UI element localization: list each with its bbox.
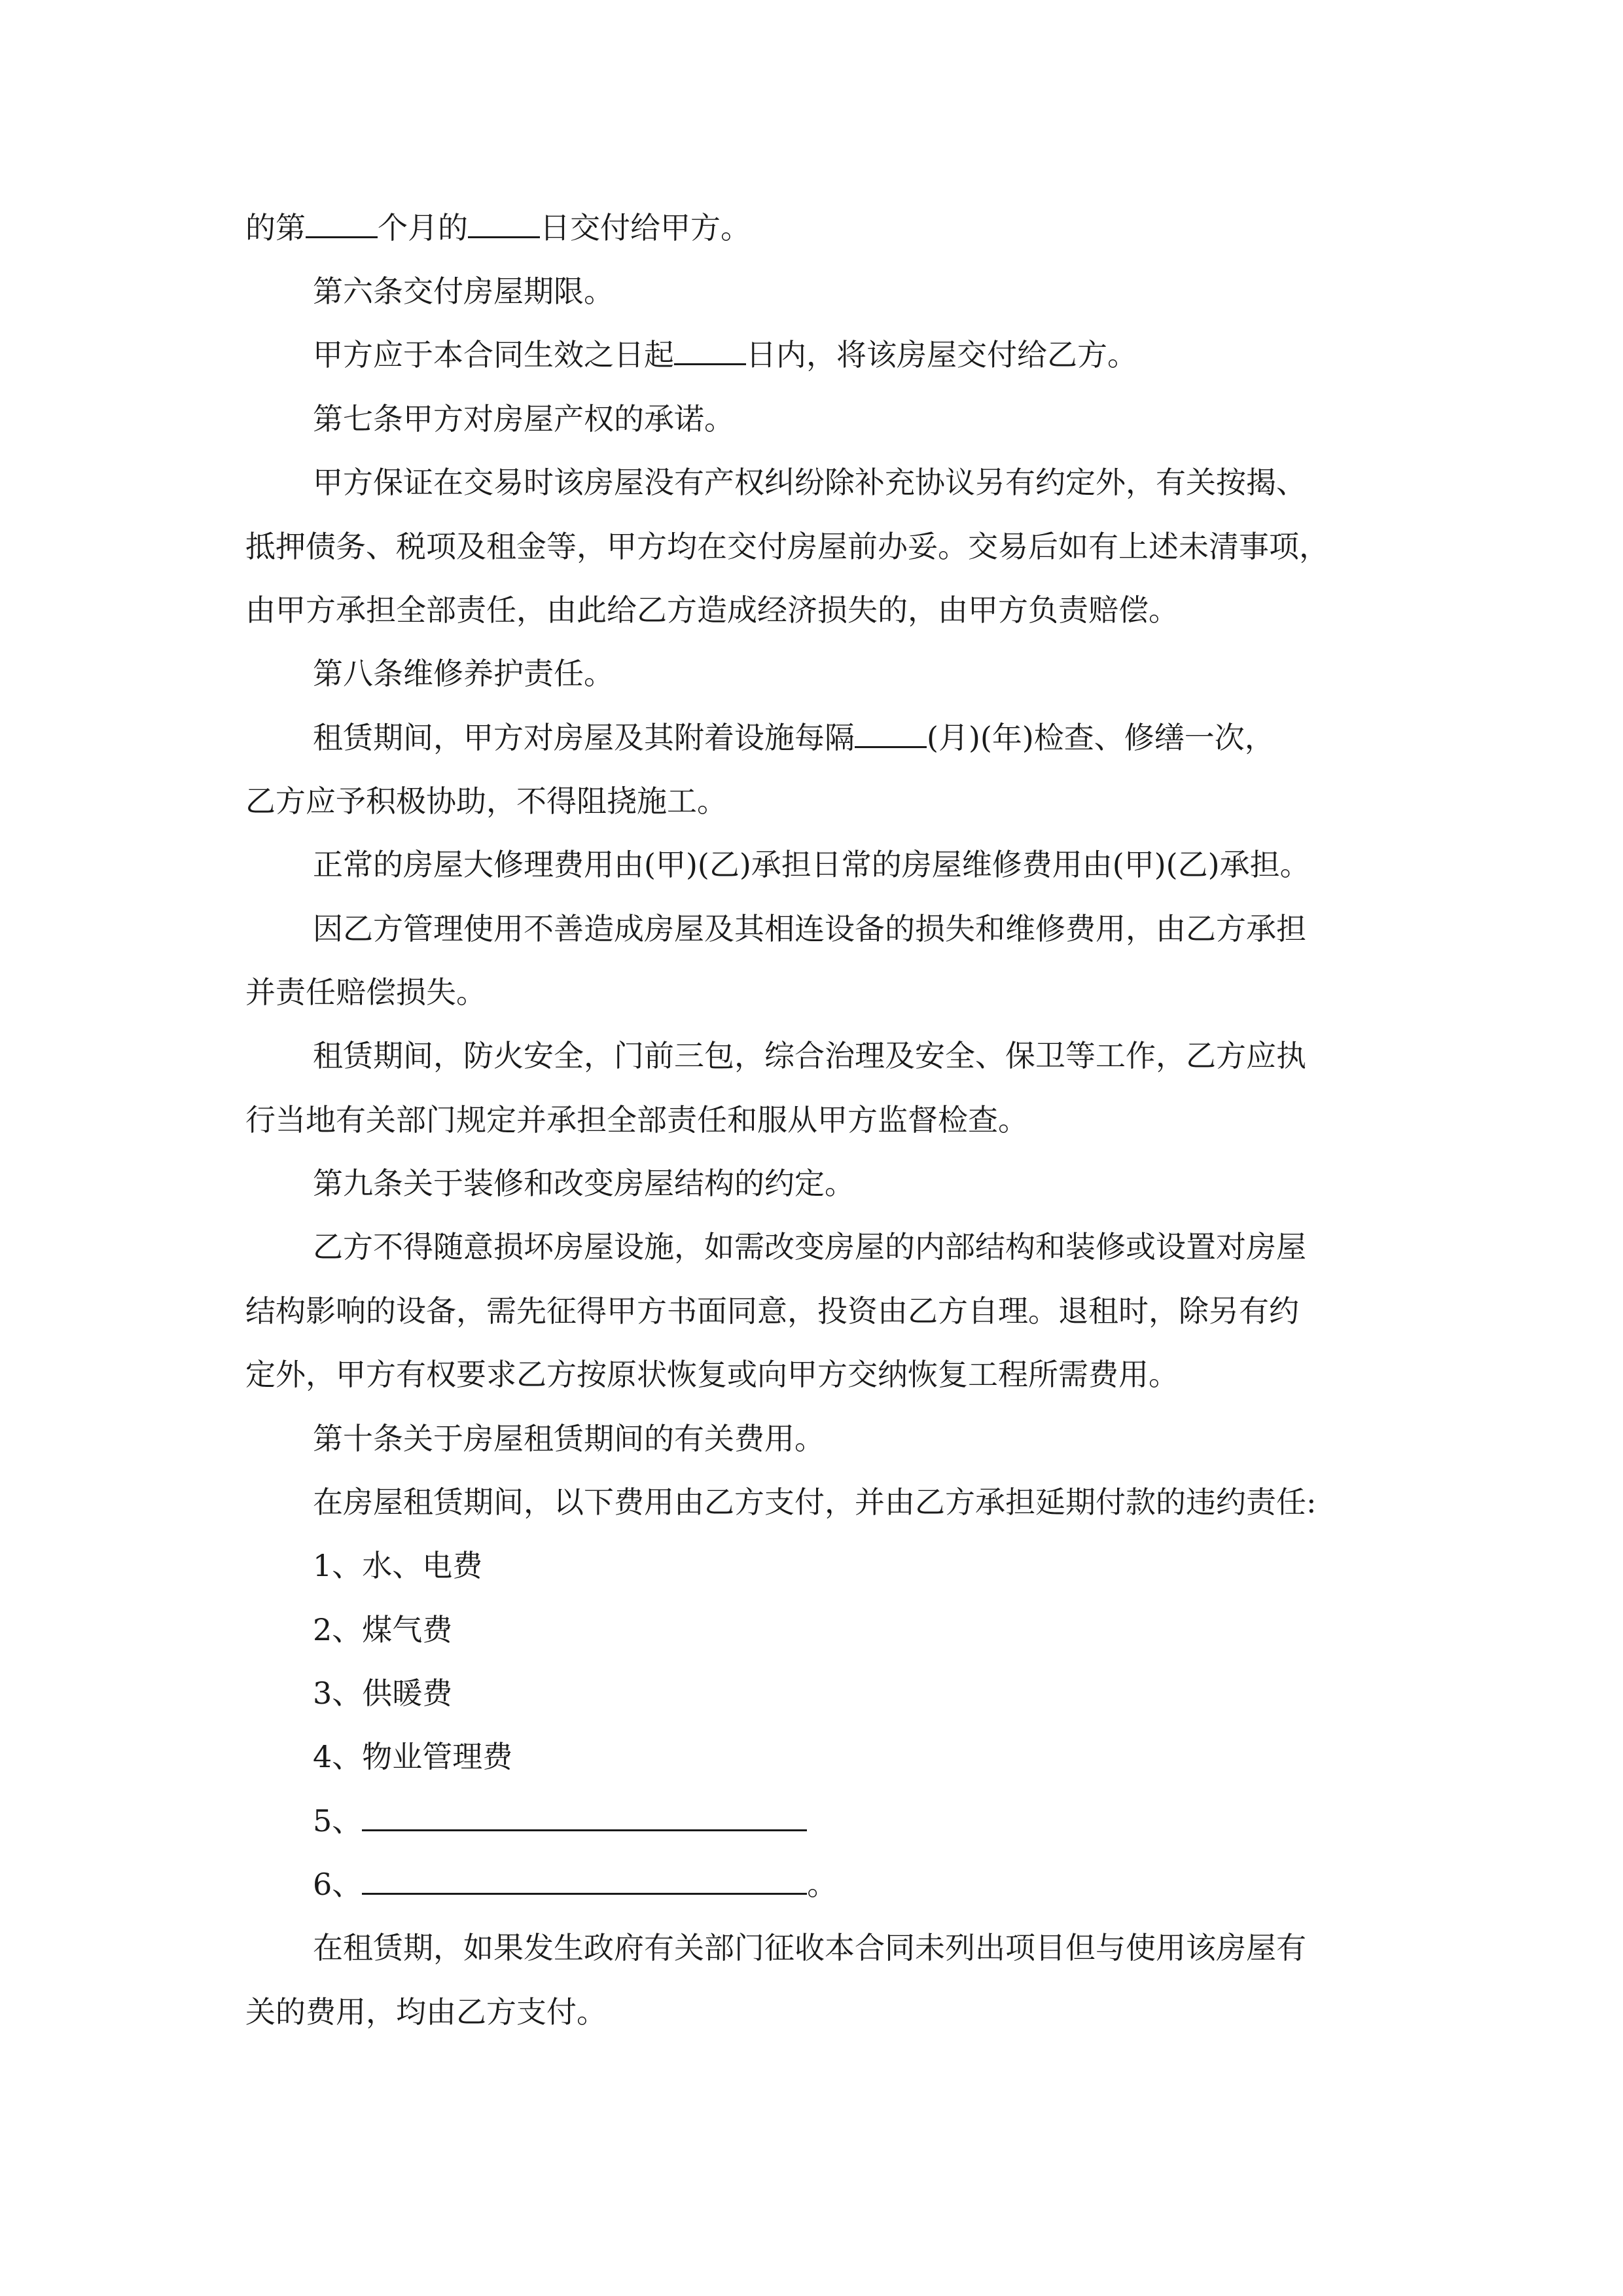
fill-blank [362,1804,807,1831]
list-item: 3、供暖费 [313,1676,453,1711]
paragraph-line: 定外，甲方有权要求乙方按原状恢复或向甲方交纳恢复工程所需费用。 [245,1357,1179,1392]
fill-blank [362,1868,807,1895]
text-segment: 租赁期间，甲方对房屋及其附着设施每隔 [313,720,855,755]
paragraph-line: 关的费用，均由乙方支付。 [245,1994,607,2030]
list-item: 2、煤气费 [313,1612,453,1647]
paragraph-line: 租赁期间，防火安全，门前三包，综合治理及安全、保卫等工作，乙方应执 [313,1038,1306,1073]
section-heading: 第七条甲方对房屋产权的承诺。 [313,401,734,437]
fill-blank [674,338,746,365]
text-segment: 日交付给甲方。 [540,210,751,245]
list-item: 4、物业管理费 [313,1739,513,1774]
list-item: 1、水、电费 [313,1548,483,1583]
paragraph-line: 抵押债务、税项及租金等，甲方均在交付房屋前办妥。交易后如有上述未清事项， [245,529,1329,564]
section-heading: 第八条维修养护责任。 [313,656,614,691]
paragraph-line: 并责任赔偿损失。 [245,975,486,1010]
section-heading: 第六条交付房屋期限。 [313,274,614,309]
paragraph-line: 由甲方承担全部责任，由此给乙方造成经济损失的，由甲方负责赔偿。 [245,592,1179,628]
paragraph-line [245,208,751,247]
paragraph-line: 在租赁期，如果发生政府有关部门征收本合同未列出项目但与使用该房屋有 [313,1930,1306,1965]
paragraph-line: 正常的房屋大修理费用由(甲)(乙)承担日常的房屋维修费用由(甲)(乙)承担。 [313,847,1310,882]
paragraph-line: 在房屋租赁期间，以下费用由乙方支付，并由乙方承担延期付款的违约责任: [313,1484,1317,1520]
paragraph-line: 行当地有关部门规定并承担全部责任和服从甲方监督检查。 [245,1102,1028,1138]
section-heading: 第十条关于房屋租赁期间的有关费用。 [313,1421,825,1456]
paragraph-line: 乙方不得随意损坏房屋设施，如需改变房屋的内部结构和装修或设置对房屋 [313,1229,1306,1265]
paragraph-line [313,718,1275,757]
text-segment: 。 [807,1867,838,1902]
text-segment: 6、 [313,1867,363,1902]
paragraph-line: 因乙方管理使用不善造成房屋及其相连设备的损失和维修费用，由乙方承担 [313,911,1306,946]
text-segment: 甲方应于本合同生效之日起 [313,337,674,372]
text-segment: 的第 [245,210,306,245]
list-item [313,1865,837,1904]
paragraph-line: 乙方应予积极协助，不得阻挠施工。 [245,783,727,819]
fill-blank [855,721,927,748]
paragraph-line [313,335,1137,374]
paragraph-line: 结构影响的设备，需先征得甲方书面同意，投资由乙方自理。退租时，除另有约 [245,1293,1299,1329]
fill-blank [306,211,378,238]
text-segment: 5、 [313,1803,363,1839]
text-segment: 个月的 [378,210,468,245]
section-heading: 第九条关于装修和改变房屋结构的约定。 [313,1166,855,1201]
list-item [313,1801,807,1840]
fill-blank [468,211,540,238]
text-segment: (月)(年)检查、修缮一次， [927,720,1275,755]
paragraph-line: 甲方保证在交易时该房屋没有产权纠纷除补充协议另有约定外，有关按揭、 [313,465,1306,500]
text-segment: 日内，将该房屋交付给乙方。 [746,337,1137,372]
